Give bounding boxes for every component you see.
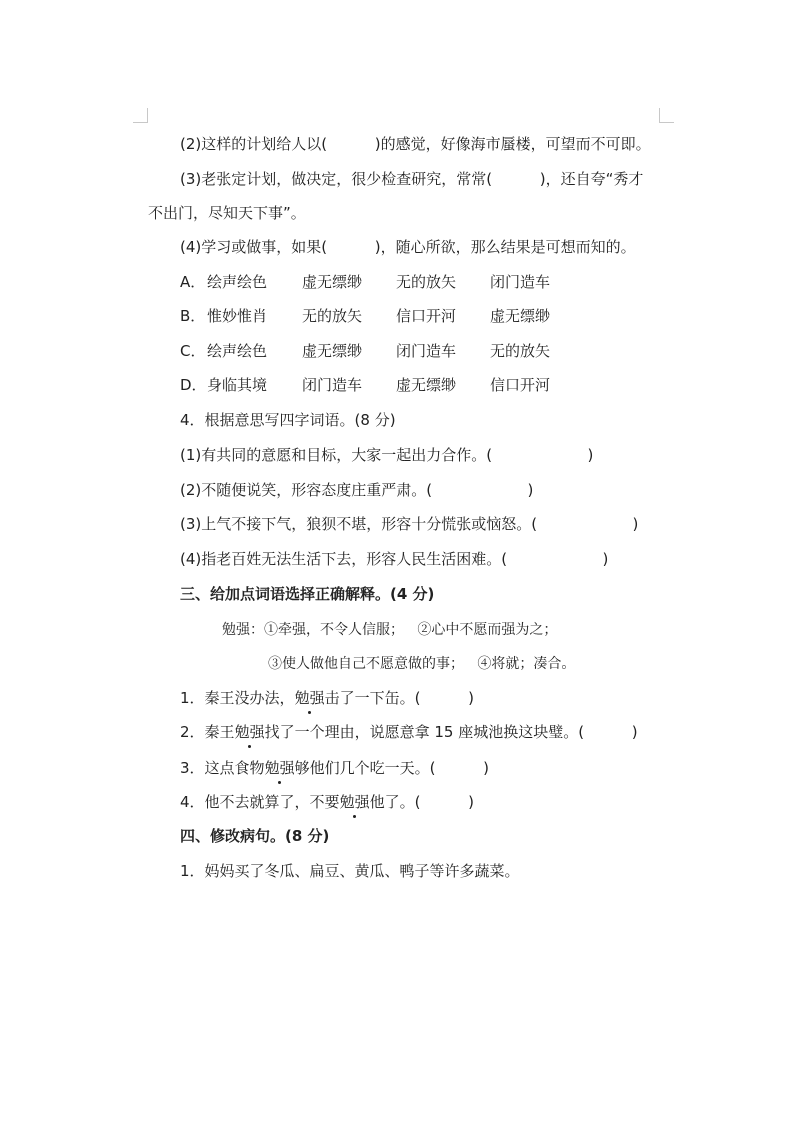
option-letter: C． bbox=[180, 342, 206, 360]
q3-item-3: (3)老张定计划，做决定，很少检查研究，常常( )，还自夸“秀才 bbox=[180, 170, 644, 188]
option-word: 惟妙惟肖 bbox=[207, 307, 268, 325]
q3-item-3-continued: 不出门，尽知天下事”。 bbox=[148, 204, 306, 222]
q4-item-2: (2)不随便说笑，形容态度庄重严肃。( ) bbox=[180, 481, 534, 499]
q3-item-4: (4)学习或做事，如果( )，随心所欲，那么结果是可想而知的。 bbox=[180, 238, 636, 256]
dotted-word: 勉强 bbox=[294, 689, 325, 707]
option-word: 绘声绘色 bbox=[207, 342, 268, 360]
option-word: 信口开河 bbox=[490, 376, 551, 394]
option-word: 绘声绘色 bbox=[207, 273, 268, 291]
item-text: 击了一下缶。( ) bbox=[324, 689, 474, 707]
item-number: 2． bbox=[180, 723, 205, 741]
definition-line-2: ③使人做他自己不愿意做的事； ④将就；凑合。 bbox=[268, 656, 576, 672]
dotted-word: 勉强 bbox=[264, 759, 295, 777]
dotted-word: 勉强 bbox=[234, 723, 265, 741]
definition-line-1: 勉强：①牵强，不令人信服； ②心中不愿而强为之； bbox=[222, 622, 558, 638]
option-word: 闭门造车 bbox=[490, 273, 551, 291]
option-word: 虚无缥缈 bbox=[490, 307, 551, 325]
item-text: 他不去就算了，不要 bbox=[204, 793, 340, 811]
option-word: 身临其境 bbox=[207, 376, 268, 394]
option-word: 虚无缥缈 bbox=[302, 273, 363, 291]
section-3-item-1 bbox=[180, 688, 474, 708]
q3-item-2: (2)这样的计划给人以( )的感觉，好像海市蜃楼，可望而不可即。 bbox=[180, 135, 651, 153]
section-4-item-1: 1．妈妈买了冬瓜、扁豆、黄瓜、鸭子等许多蔬菜。 bbox=[180, 862, 520, 880]
crop-mark-top-right bbox=[659, 108, 674, 123]
q4-item-4: (4)指老百姓无法生活下去，形容人民生活困难。( ) bbox=[180, 550, 609, 568]
section-3-item-3 bbox=[180, 758, 489, 778]
item-text: 找了一个理由，说愿意拿 15 座城池换这块璧。( ) bbox=[264, 723, 638, 741]
option-letter: B． bbox=[180, 307, 206, 325]
option-word: 闭门造车 bbox=[302, 376, 363, 394]
option-word: 无的放矢 bbox=[302, 307, 363, 325]
item-text: 这点食物 bbox=[204, 759, 265, 777]
item-text: 够他们几个吃一天。( ) bbox=[294, 759, 489, 777]
option-letter: D． bbox=[180, 376, 207, 394]
item-text: 秦王 bbox=[204, 723, 235, 741]
option-word: 信口开河 bbox=[396, 307, 457, 325]
item-text: 秦王没办法， bbox=[204, 689, 295, 707]
section-3-item-4 bbox=[180, 792, 474, 812]
option-letter: A． bbox=[180, 273, 206, 291]
q4-title: 4．根据意思写四字词语。(8 分) bbox=[180, 411, 396, 429]
q4-item-3: (3)上气不接下气，狼狈不堪，形容十分慌张或恼怒。( ) bbox=[180, 515, 639, 533]
crop-mark-top-left bbox=[133, 108, 148, 123]
section-4-title: 四、修改病句。(8 分) bbox=[180, 827, 330, 845]
option-word: 无的放矢 bbox=[396, 273, 457, 291]
item-number: 3． bbox=[180, 759, 205, 777]
option-word: 闭门造车 bbox=[396, 342, 457, 360]
item-text: 他了。( ) bbox=[369, 793, 474, 811]
q4-item-1: (1)有共同的意愿和目标，大家一起出力合作。( ) bbox=[180, 446, 594, 464]
section-3-title: 三、给加点词语选择正确解释。(4 分) bbox=[180, 585, 435, 603]
section-3-item-2 bbox=[180, 722, 638, 742]
option-word: 虚无缥缈 bbox=[302, 342, 363, 360]
option-word: 虚无缥缈 bbox=[396, 376, 457, 394]
dotted-word: 勉强 bbox=[339, 793, 370, 811]
item-number: 4． bbox=[180, 793, 205, 811]
item-number: 1． bbox=[180, 689, 205, 707]
option-word: 无的放矢 bbox=[490, 342, 551, 360]
